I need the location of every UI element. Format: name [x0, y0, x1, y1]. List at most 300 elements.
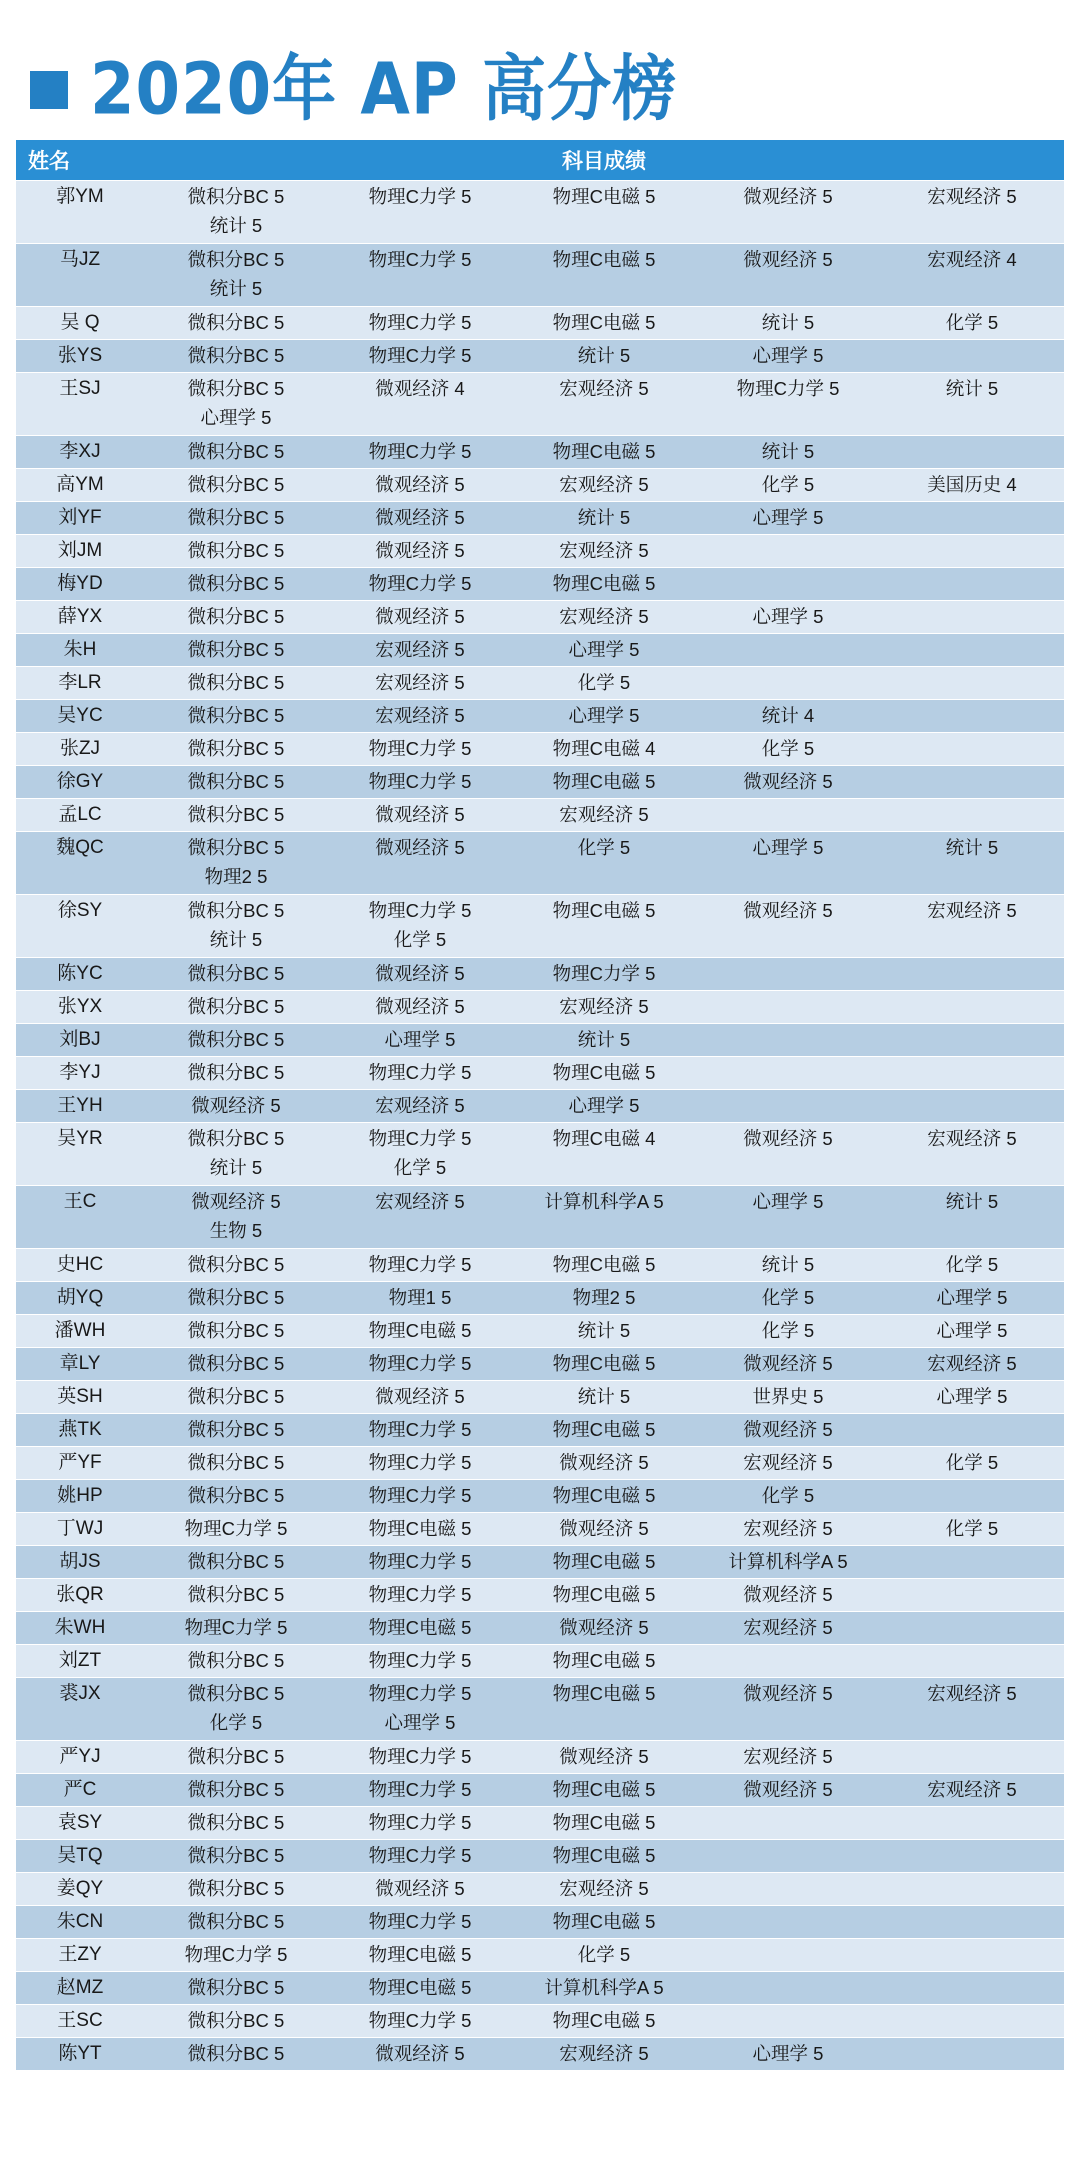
subject-score-cell: 物理C力学 5: [328, 1446, 512, 1479]
subject-score-cell: 计算机科学A 5: [696, 1545, 880, 1578]
student-name-cell: 朱H: [16, 633, 144, 666]
subject-score-cell: [880, 666, 1064, 699]
student-name-cell: 吴YC: [16, 699, 144, 732]
subject-score-cell: 物理C力学 5: [328, 1545, 512, 1578]
table-row: [16, 501, 1064, 534]
subject-score-cell: [880, 957, 1064, 990]
subject-score-cell: 物理C电磁 5: [512, 1578, 696, 1611]
table-row-continuation: [16, 1218, 1064, 1249]
subject-score-cell: 微积分BC 5: [144, 1314, 328, 1347]
subject-score-cell: 物理C力学 5: [328, 2004, 512, 2037]
subject-score-cell: 物理C力学 5: [328, 1905, 512, 1938]
subject-score-cell: [880, 798, 1064, 831]
subject-score-cell: 宏观经济 5: [512, 990, 696, 1023]
table-row: [16, 1248, 1064, 1281]
subject-score-cell: 统计 5: [512, 1314, 696, 1347]
student-name-cell: 梅YD: [16, 567, 144, 600]
subject-score-cell: 物理C力学 5: [328, 1347, 512, 1380]
table-row: [16, 180, 1064, 213]
continuation-spacer: [16, 864, 144, 895]
subject-score-cell: [696, 1644, 880, 1677]
subject-score-cell: 微积分BC 5: [144, 990, 328, 1023]
table-row: [16, 1740, 1064, 1773]
subject-score-cell: 化学 5: [512, 831, 696, 864]
table-row: [16, 1806, 1064, 1839]
subject-score-cell: [696, 213, 880, 244]
table-row: [16, 1578, 1064, 1611]
subject-score-cell: [880, 1578, 1064, 1611]
student-name-cell: 袁SY: [16, 1806, 144, 1839]
subject-score-cell: 统计 5: [512, 501, 696, 534]
subject-score-cell: [880, 1413, 1064, 1446]
subject-score-cell: 统计 5: [144, 1155, 328, 1186]
subject-score-cell: 化学 5: [880, 1248, 1064, 1281]
subject-score-cell: [328, 405, 512, 436]
subject-score-cell: [696, 1056, 880, 1089]
student-name-cell: 魏QC: [16, 831, 144, 864]
subject-score-cell: 物理C力学 5: [328, 1773, 512, 1806]
subject-score-cell: [328, 276, 512, 307]
subject-score-cell: 微观经济 5: [512, 1611, 696, 1644]
subject-score-cell: 微观经济 5: [328, 1380, 512, 1413]
subject-score-cell: [880, 1938, 1064, 1971]
subject-score-cell: 美国历史 4: [880, 468, 1064, 501]
subject-score-cell: 微积分BC 5: [144, 1578, 328, 1611]
subject-score-cell: [696, 2004, 880, 2037]
subject-score-cell: 化学 5: [880, 1512, 1064, 1545]
subject-score-cell: [880, 699, 1064, 732]
subject-score-cell: 心理学 5: [696, 2037, 880, 2070]
table-row: [16, 243, 1064, 276]
subject-score-cell: 统计 4: [696, 699, 880, 732]
subject-score-cell: 统计 5: [512, 1380, 696, 1413]
subject-score-cell: 宏观经济 5: [512, 468, 696, 501]
subject-score-cell: 微积分BC 5: [144, 1644, 328, 1677]
subject-score-cell: 宏观经济 5: [512, 372, 696, 405]
subject-score-cell: 物理C电磁 5: [328, 1314, 512, 1347]
subject-score-cell: 微观经济 5: [144, 1089, 328, 1122]
table-row: [16, 699, 1064, 732]
subject-score-cell: 统计 5: [696, 306, 880, 339]
subject-score-cell: 物理C力学 5: [328, 1677, 512, 1710]
student-name-cell: 张YX: [16, 990, 144, 1023]
subject-score-cell: 物理C电磁 5: [512, 435, 696, 468]
page-title-bar: [0, 0, 1080, 140]
table-row: [16, 2004, 1064, 2037]
subject-score-cell: 微积分BC 5: [144, 1446, 328, 1479]
subject-score-cell: 微积分BC 5: [144, 372, 328, 405]
student-name-cell: 姜QY: [16, 1872, 144, 1905]
subject-score-cell: 微观经济 5: [144, 1185, 328, 1218]
table-row-continuation: [16, 1710, 1064, 1741]
table-row: [16, 600, 1064, 633]
subject-score-cell: 宏观经济 5: [328, 699, 512, 732]
student-name-cell: 朱WH: [16, 1611, 144, 1644]
table-row: [16, 2037, 1064, 2070]
subject-score-cell: 微积分BC 5: [144, 306, 328, 339]
student-name-cell: 吴YR: [16, 1122, 144, 1155]
subject-score-cell: 物理C力学 5: [328, 1413, 512, 1446]
student-name-cell: 裘JX: [16, 1677, 144, 1710]
subject-score-cell: 微观经济 5: [328, 831, 512, 864]
continuation-spacer: [16, 927, 144, 958]
subject-score-cell: [880, 1971, 1064, 2004]
subject-score-cell: [696, 633, 880, 666]
subject-score-cell: 物理C力学 5: [696, 372, 880, 405]
subject-score-cell: 统计 5: [880, 831, 1064, 864]
student-name-cell: 潘WH: [16, 1314, 144, 1347]
table-row: [16, 435, 1064, 468]
page-title: 2020年 AP 高分榜: [90, 48, 678, 132]
student-name-cell: 张YS: [16, 339, 144, 372]
student-name-cell: 李LR: [16, 666, 144, 699]
subject-score-cell: 微积分BC 5: [144, 180, 328, 213]
table-row: [16, 1347, 1064, 1380]
subject-score-cell: 统计 5: [144, 213, 328, 244]
subject-score-cell: 物理C电磁 5: [512, 1056, 696, 1089]
subject-score-cell: [328, 213, 512, 244]
student-name-cell: 陈YC: [16, 957, 144, 990]
continuation-spacer: [16, 405, 144, 436]
student-name-cell: 孟LC: [16, 798, 144, 831]
subject-score-cell: 物理C力学 5: [328, 1740, 512, 1773]
continuation-spacer: [16, 1155, 144, 1186]
table-row: [16, 1023, 1064, 1056]
table-row: [16, 1314, 1064, 1347]
subject-score-cell: 心理学 5: [880, 1281, 1064, 1314]
subject-score-cell: 物理C电磁 5: [328, 1938, 512, 1971]
subject-score-cell: [696, 1218, 880, 1249]
grades-table: [16, 140, 1064, 2070]
table-row-continuation: [16, 276, 1064, 307]
subject-score-cell: 统计 5: [696, 1248, 880, 1281]
subject-score-cell: 化学 5: [328, 1155, 512, 1186]
student-name-cell: 吴 Q: [16, 306, 144, 339]
table-row: [16, 1185, 1064, 1218]
subject-score-cell: [512, 1710, 696, 1741]
subject-score-cell: 化学 5: [696, 1314, 880, 1347]
subject-score-cell: 微积分BC 5: [144, 1347, 328, 1380]
subject-score-cell: [696, 1710, 880, 1741]
subject-score-cell: 物理C电磁 5: [512, 1413, 696, 1446]
subject-score-cell: 世界史 5: [696, 1380, 880, 1413]
subject-score-cell: [696, 1023, 880, 1056]
subject-score-cell: 宏观经济 5: [880, 1122, 1064, 1155]
subject-score-cell: 微观经济 5: [696, 243, 880, 276]
subject-score-cell: 宏观经济 5: [880, 1773, 1064, 1806]
table-row: [16, 1839, 1064, 1872]
subject-score-cell: 物理C电磁 5: [512, 1773, 696, 1806]
subject-score-cell: 物理C电磁 4: [512, 1122, 696, 1155]
subject-score-cell: 物理C电磁 5: [512, 1479, 696, 1512]
subject-score-cell: 微积分BC 5: [144, 1677, 328, 1710]
subject-score-cell: 统计 5: [880, 372, 1064, 405]
subject-score-cell: 微观经济 5: [328, 2037, 512, 2070]
table-row: [16, 1677, 1064, 1710]
subject-score-cell: 物理C力学 5: [328, 1056, 512, 1089]
subject-score-cell: [512, 927, 696, 958]
student-name-cell: 朱CN: [16, 1905, 144, 1938]
student-name-cell: 严C: [16, 1773, 144, 1806]
subject-score-cell: 宏观经济 5: [696, 1446, 880, 1479]
subject-score-cell: 宏观经济 5: [512, 600, 696, 633]
subject-score-cell: 微积分BC 5: [144, 501, 328, 534]
subject-score-cell: 物理C力学 5: [144, 1611, 328, 1644]
subject-score-cell: 物理2 5: [144, 864, 328, 895]
subject-score-cell: [880, 600, 1064, 633]
subject-score-cell: 微积分BC 5: [144, 1248, 328, 1281]
subject-score-cell: 心理学 5: [512, 1089, 696, 1122]
subject-score-cell: 物理C力学 5: [144, 1512, 328, 1545]
table-row: [16, 1872, 1064, 1905]
subject-score-cell: [328, 864, 512, 895]
student-name-cell: 王YH: [16, 1089, 144, 1122]
subject-score-cell: 物理C电磁 5: [512, 306, 696, 339]
subject-score-cell: 心理学 5: [328, 1710, 512, 1741]
subject-score-cell: [696, 534, 880, 567]
subject-score-cell: 化学 5: [512, 1938, 696, 1971]
subject-score-cell: 宏观经济 5: [328, 1089, 512, 1122]
subject-score-cell: 物理C力学 5: [328, 732, 512, 765]
subject-score-cell: [880, 1611, 1064, 1644]
table-row: [16, 567, 1064, 600]
subject-score-cell: 物理C电磁 5: [512, 180, 696, 213]
subject-score-cell: 计算机科学A 5: [512, 1185, 696, 1218]
subject-score-cell: [696, 567, 880, 600]
student-name-cell: 高YM: [16, 468, 144, 501]
student-name-cell: 王C: [16, 1185, 144, 1218]
subject-score-cell: 物理C电磁 5: [512, 567, 696, 600]
grades-table-body: [16, 180, 1064, 2070]
subject-score-cell: 物理C电磁 5: [512, 1806, 696, 1839]
student-name-cell: 章LY: [16, 1347, 144, 1380]
subject-score-cell: 微观经济 5: [696, 180, 880, 213]
subject-score-cell: 微积分BC 5: [144, 633, 328, 666]
table-row: [16, 1413, 1064, 1446]
student-name-cell: 赵MZ: [16, 1971, 144, 2004]
subject-score-cell: 微观经济 5: [696, 1122, 880, 1155]
subject-score-cell: 微观经济 4: [328, 372, 512, 405]
subject-score-cell: 物理C力学 5: [512, 957, 696, 990]
table-row: [16, 1089, 1064, 1122]
subject-score-cell: [880, 435, 1064, 468]
table-row: [16, 957, 1064, 990]
subject-score-cell: [880, 1644, 1064, 1677]
subject-score-cell: 物理C力学 5: [328, 1839, 512, 1872]
subject-score-cell: 物理C力学 5: [328, 894, 512, 927]
subject-score-cell: [880, 276, 1064, 307]
table-row: [16, 1611, 1064, 1644]
subject-score-cell: 物理C力学 5: [328, 435, 512, 468]
subject-score-cell: [696, 405, 880, 436]
subject-score-cell: 宏观经济 5: [328, 633, 512, 666]
subject-score-cell: 心理学 5: [696, 501, 880, 534]
student-name-cell: 胡JS: [16, 1545, 144, 1578]
subject-score-cell: 微积分BC 5: [144, 765, 328, 798]
subject-score-cell: [880, 927, 1064, 958]
subject-score-cell: 物理2 5: [512, 1281, 696, 1314]
student-name-cell: 胡YQ: [16, 1281, 144, 1314]
table-row: [16, 1281, 1064, 1314]
subject-score-cell: 物理C力学 5: [328, 1578, 512, 1611]
student-name-cell: 陈YT: [16, 2037, 144, 2070]
table-row-continuation: [16, 927, 1064, 958]
subject-score-cell: [696, 1872, 880, 1905]
subject-score-cell: [696, 1806, 880, 1839]
subject-score-cell: 化学 5: [880, 306, 1064, 339]
subject-score-cell: [880, 732, 1064, 765]
subject-score-cell: 心理学 5: [880, 1380, 1064, 1413]
student-name-cell: 燕TK: [16, 1413, 144, 1446]
subject-score-cell: 微积分BC 5: [144, 957, 328, 990]
subject-score-cell: 化学 5: [696, 1479, 880, 1512]
subject-score-cell: 微积分BC 5: [144, 339, 328, 372]
subject-score-cell: [880, 2037, 1064, 2070]
subject-score-cell: 微观经济 5: [328, 798, 512, 831]
subject-score-cell: [696, 276, 880, 307]
subject-score-cell: 宏观经济 5: [696, 1611, 880, 1644]
subject-score-cell: 物理1 5: [328, 1281, 512, 1314]
subject-score-cell: 微积分BC 5: [144, 699, 328, 732]
subject-score-cell: 宏观经济 5: [880, 180, 1064, 213]
table-row: [16, 1446, 1064, 1479]
table-row: [16, 1938, 1064, 1971]
subject-score-cell: 微积分BC 5: [144, 534, 328, 567]
subject-score-cell: 微观经济 5: [328, 468, 512, 501]
subject-score-cell: 物理C电磁 5: [328, 1512, 512, 1545]
subject-score-cell: [696, 927, 880, 958]
table-row: [16, 306, 1064, 339]
subject-score-cell: 统计 5: [880, 1185, 1064, 1218]
table-row-continuation: [16, 864, 1064, 895]
table-row: [16, 1056, 1064, 1089]
subject-score-cell: 物理C力学 5: [328, 1806, 512, 1839]
table-row: [16, 534, 1064, 567]
student-name-cell: 徐GY: [16, 765, 144, 798]
subject-score-cell: 微积分BC 5: [144, 1839, 328, 1872]
student-name-cell: 薛YX: [16, 600, 144, 633]
subject-score-cell: [512, 1155, 696, 1186]
student-name-cell: 刘JM: [16, 534, 144, 567]
subject-score-cell: 微积分BC 5: [144, 732, 328, 765]
table-row: [16, 831, 1064, 864]
subject-score-cell: 物理C力学 5: [328, 243, 512, 276]
subject-score-cell: [880, 1056, 1064, 1089]
subject-score-cell: 化学 5: [512, 666, 696, 699]
subject-score-cell: 宏观经济 5: [512, 798, 696, 831]
subject-score-cell: 物理C电磁 5: [328, 1611, 512, 1644]
subject-score-cell: [880, 1479, 1064, 1512]
subject-score-cell: 物理C电磁 5: [512, 1347, 696, 1380]
subject-score-cell: [696, 798, 880, 831]
table-row: [16, 798, 1064, 831]
table-row: [16, 1122, 1064, 1155]
subject-score-cell: [880, 1023, 1064, 1056]
student-name-cell: 徐SY: [16, 894, 144, 927]
subject-score-cell: 微积分BC 5: [144, 567, 328, 600]
subject-score-cell: 心理学 5: [144, 405, 328, 436]
table-row: [16, 765, 1064, 798]
student-name-cell: 郭YM: [16, 180, 144, 213]
subject-score-cell: [880, 1089, 1064, 1122]
table-row: [16, 1380, 1064, 1413]
subject-score-cell: 微积分BC 5: [144, 1023, 328, 1056]
subject-score-cell: 物理C电磁 5: [512, 1545, 696, 1578]
subject-score-cell: 微积分BC 5: [144, 1971, 328, 2004]
subject-score-cell: [880, 339, 1064, 372]
subject-score-cell: 宏观经济 5: [512, 534, 696, 567]
subject-score-cell: 微积分BC 5: [144, 831, 328, 864]
subject-score-cell: 微积分BC 5: [144, 1905, 328, 1938]
table-row: [16, 1512, 1064, 1545]
subject-score-cell: [880, 1872, 1064, 1905]
table-row: [16, 1971, 1064, 2004]
filled-square-icon: [30, 71, 68, 109]
subject-score-cell: 物理C电磁 5: [512, 1248, 696, 1281]
subject-score-cell: [880, 765, 1064, 798]
subject-score-cell: 心理学 5: [512, 699, 696, 732]
subject-score-cell: [880, 1740, 1064, 1773]
continuation-spacer: [16, 1710, 144, 1741]
table-row: [16, 1644, 1064, 1677]
subject-score-cell: 微观经济 5: [328, 1872, 512, 1905]
subject-score-cell: 微观经济 5: [328, 501, 512, 534]
subject-score-cell: 统计 5: [512, 339, 696, 372]
subject-score-cell: 微积分BC 5: [144, 1740, 328, 1773]
table-row: [16, 372, 1064, 405]
subject-score-cell: 物理C电磁 5: [512, 1839, 696, 1872]
subject-score-cell: 微积分BC 5: [144, 666, 328, 699]
subject-score-cell: 微观经济 5: [696, 894, 880, 927]
subject-score-cell: 微观经济 5: [696, 765, 880, 798]
subject-score-cell: [880, 633, 1064, 666]
subject-score-cell: [696, 957, 880, 990]
subject-score-cell: 微积分BC 5: [144, 1806, 328, 1839]
student-name-cell: 刘YF: [16, 501, 144, 534]
subject-score-cell: 宏观经济 5: [512, 1872, 696, 1905]
subject-score-cell: 宏观经济 5: [696, 1740, 880, 1773]
table-row: [16, 1545, 1064, 1578]
subject-score-cell: [512, 276, 696, 307]
subject-score-cell: 物理C力学 5: [328, 567, 512, 600]
subject-score-cell: 统计 5: [144, 276, 328, 307]
subject-score-cell: 微积分BC 5: [144, 1479, 328, 1512]
subject-score-cell: 统计 5: [696, 435, 880, 468]
subject-score-cell: 微观经济 5: [512, 1512, 696, 1545]
subject-score-cell: [880, 1545, 1064, 1578]
subject-score-cell: 宏观经济 5: [696, 1512, 880, 1545]
grades-table-wrapper: [0, 140, 1080, 2070]
subject-score-cell: 物理C力学 5: [144, 1938, 328, 1971]
subject-score-cell: 化学 5: [696, 468, 880, 501]
subject-score-cell: [880, 405, 1064, 436]
subject-score-cell: 微积分BC 5: [144, 1872, 328, 1905]
subject-score-cell: 微积分BC 5: [144, 2037, 328, 2070]
subject-score-cell: [512, 1218, 696, 1249]
subject-score-cell: 物理C力学 5: [328, 765, 512, 798]
subject-score-cell: 心理学 5: [696, 600, 880, 633]
subject-score-cell: [328, 1218, 512, 1249]
subject-score-cell: [696, 1905, 880, 1938]
subject-score-cell: 心理学 5: [328, 1023, 512, 1056]
subject-score-cell: 统计 5: [144, 927, 328, 958]
subject-score-cell: [696, 1089, 880, 1122]
table-row: [16, 666, 1064, 699]
continuation-spacer: [16, 276, 144, 307]
subject-score-cell: 计算机科学A 5: [512, 1971, 696, 2004]
student-name-cell: 李XJ: [16, 435, 144, 468]
subject-score-cell: 微积分BC 5: [144, 798, 328, 831]
